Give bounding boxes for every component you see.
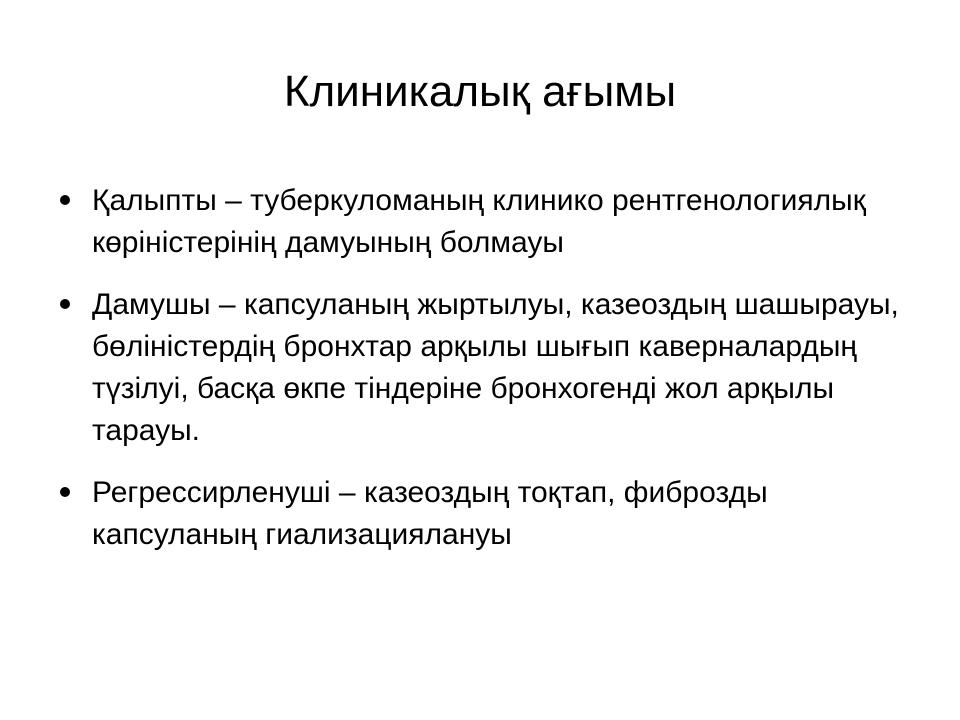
slide-title: Клиникалық ағымы [283,67,677,116]
bullet-list [48,180,908,576]
bullet-text: Қалыпты – туберкуломаның клинико рентгенологиялық көріністерінің дамуының болмауы [92,184,866,259]
bullet-dot-icon [60,195,70,205]
bullet-dot-icon [60,487,70,497]
bullet-item-progressive [48,284,908,452]
bullet-item-regressive [48,472,908,556]
bullet-item-normal [48,180,908,264]
bullet-text: Регрессирленуші – казеоздың тоқтап, фиброзды капсуланың гиализациялануы [92,476,768,551]
bullet-text: Дамушы – капсуланың жыртылуы, казеоздың шашырауы, бөліністердің бронхтар арқылы шығып каверналардың түзілуі, басқа өкпе тіндеріне бронхогенді жол арқылы тарауы. [92,288,899,447]
bullet-dot-icon [60,299,70,309]
